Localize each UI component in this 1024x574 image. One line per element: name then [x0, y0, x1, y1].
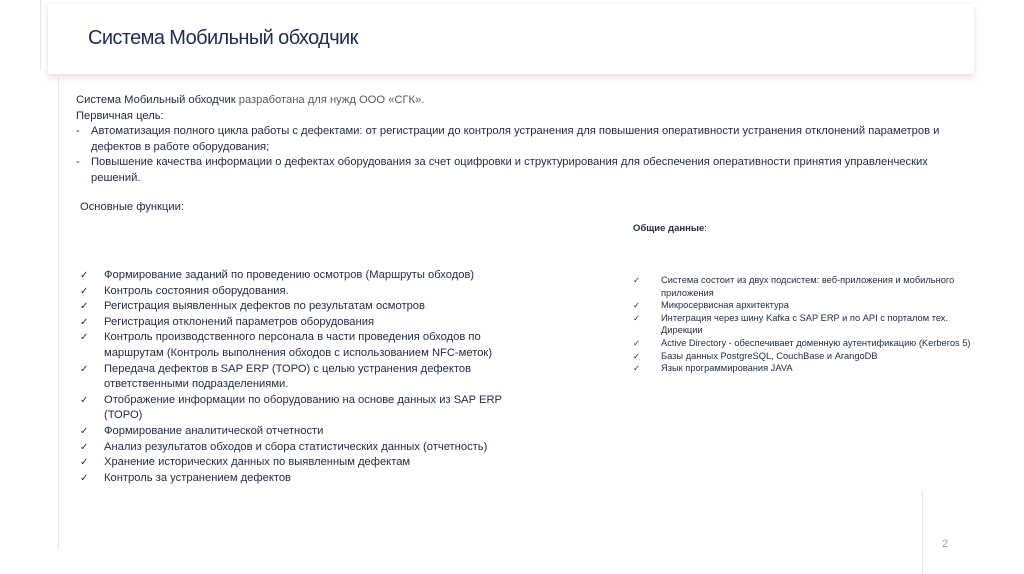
function-item — [80, 455, 540, 471]
function-item — [80, 315, 540, 331]
general-text: Active Directory - обеспечивает доменную аутентификацию (Kerberos 5) — [661, 337, 971, 348]
functions-list — [80, 268, 540, 486]
system-name: Система Мобильный обходчик — [76, 94, 236, 106]
function-text: Регистрация выявленных дефектов по результатам осмотров — [104, 300, 425, 313]
function-item — [80, 330, 540, 361]
function-item — [80, 268, 540, 284]
function-item — [80, 440, 540, 456]
function-text: Хранение исторических данных по выявленным дефектам — [104, 456, 411, 469]
slide-title: Система Мобильный обходчик — [88, 27, 358, 49]
checkmark-icon: ✓ — [633, 337, 641, 348]
developed-for: разработана для нужд ООО «СГК». — [238, 94, 425, 106]
general-item — [633, 350, 973, 363]
checkmark-icon: ✓ — [633, 350, 641, 361]
function-item — [80, 471, 540, 487]
goal-item — [76, 124, 946, 155]
function-text: Контроль состояния оборудования. — [104, 284, 289, 297]
function-item — [80, 284, 540, 300]
general-heading — [633, 223, 707, 234]
general-text: Микросервисная архитектура — [661, 300, 789, 311]
checkmark-icon: ✓ — [80, 316, 89, 328]
intro-section — [76, 93, 946, 186]
general-text: Язык программирования JAVA — [661, 363, 793, 374]
intro-line — [76, 93, 946, 109]
general-item — [633, 274, 973, 299]
checkmark-icon: ✓ — [80, 394, 89, 406]
general-text: Базы данных PostgreSQL, CouchBase и ArangoDB — [661, 350, 878, 361]
general-item — [633, 362, 973, 375]
function-text: Контроль за устранением дефектов — [104, 471, 292, 484]
goal-list — [76, 124, 946, 186]
function-text: Регистрация отклонений параметров оборудования — [104, 315, 375, 328]
right-guide-line — [922, 490, 923, 574]
function-item — [80, 362, 540, 393]
checkmark-icon: ✓ — [80, 301, 89, 313]
general-text: Система состоит из двух подсистем: веб-приложения и мобильного приложения — [661, 275, 955, 298]
checkmark-icon: ✓ — [80, 457, 89, 469]
checkmark-icon: ✓ — [80, 363, 89, 375]
general-item — [633, 312, 973, 337]
left-guide-line-upper — [40, 0, 41, 70]
dash-bullet: - — [76, 156, 80, 168]
function-text: Контроль производственного персонала в части проведения обходов по маршрутам (Контроль выполнения обходов с использованием NFC-меток) — [104, 331, 493, 359]
left-guide-line-lower — [58, 78, 59, 550]
checkmark-icon: ✓ — [633, 275, 641, 285]
function-text: Формирование аналитической отчетности — [104, 424, 324, 437]
general-heading-colon: : — [704, 223, 707, 234]
dash-bullet: - — [76, 125, 80, 137]
functions-heading — [80, 201, 184, 213]
general-heading-text: Общие данные — [633, 223, 705, 234]
goal-label: Первичная цель: — [76, 109, 164, 122]
checkmark-icon: ✓ — [80, 441, 89, 453]
checkmark-icon: ✓ — [633, 363, 641, 374]
checkmark-icon: ✓ — [80, 270, 89, 281]
goal-item — [76, 155, 946, 186]
function-text: Формирование заданий по проведению осмотров (Маршруты обходов) — [104, 269, 475, 281]
function-text: Отображение информации по оборудованию на основе данных из SAP ERP (ТОРО) — [104, 393, 502, 422]
general-item — [633, 299, 973, 312]
general-item — [633, 337, 973, 350]
checkmark-icon: ✓ — [633, 300, 641, 311]
function-text: Анализ результатов обходов и сбора статистических данных (отчетность) — [104, 440, 488, 453]
checkmark-icon: ✓ — [80, 332, 89, 344]
goal-text: Автоматизация полного цикла работы с дефектами: от регистрации до контроля устранения для повышения оперативности устранения отклонений параметров и дефектов в работе оборудования; — [91, 125, 940, 153]
function-item — [80, 393, 540, 424]
page-number: 2 — [942, 538, 949, 550]
checkmark-icon: ✓ — [80, 472, 89, 484]
goal-text: Повышение качества информации о дефектах оборудования за счет оцифровки и структурирования для обеспечения оперативности принятия управленческих решений. — [91, 156, 928, 184]
checkmark-icon: ✓ — [80, 285, 89, 297]
checkmark-icon: ✓ — [80, 425, 89, 437]
general-text: Интеграция через шину Kafka с SAP ERP и по API с порталом тех. Дирекции — [661, 312, 949, 336]
function-text: Передача дефектов в SAP ERP (ТОРО) с целью устранения дефектов ответственными подразделениями. — [104, 362, 472, 391]
function-item — [80, 424, 540, 440]
functions-heading-text: Основные функции — [80, 201, 181, 213]
checkmark-icon: ✓ — [633, 312, 641, 323]
general-list — [633, 274, 973, 375]
functions-heading-colon: : — [180, 201, 184, 213]
function-item — [80, 299, 540, 315]
